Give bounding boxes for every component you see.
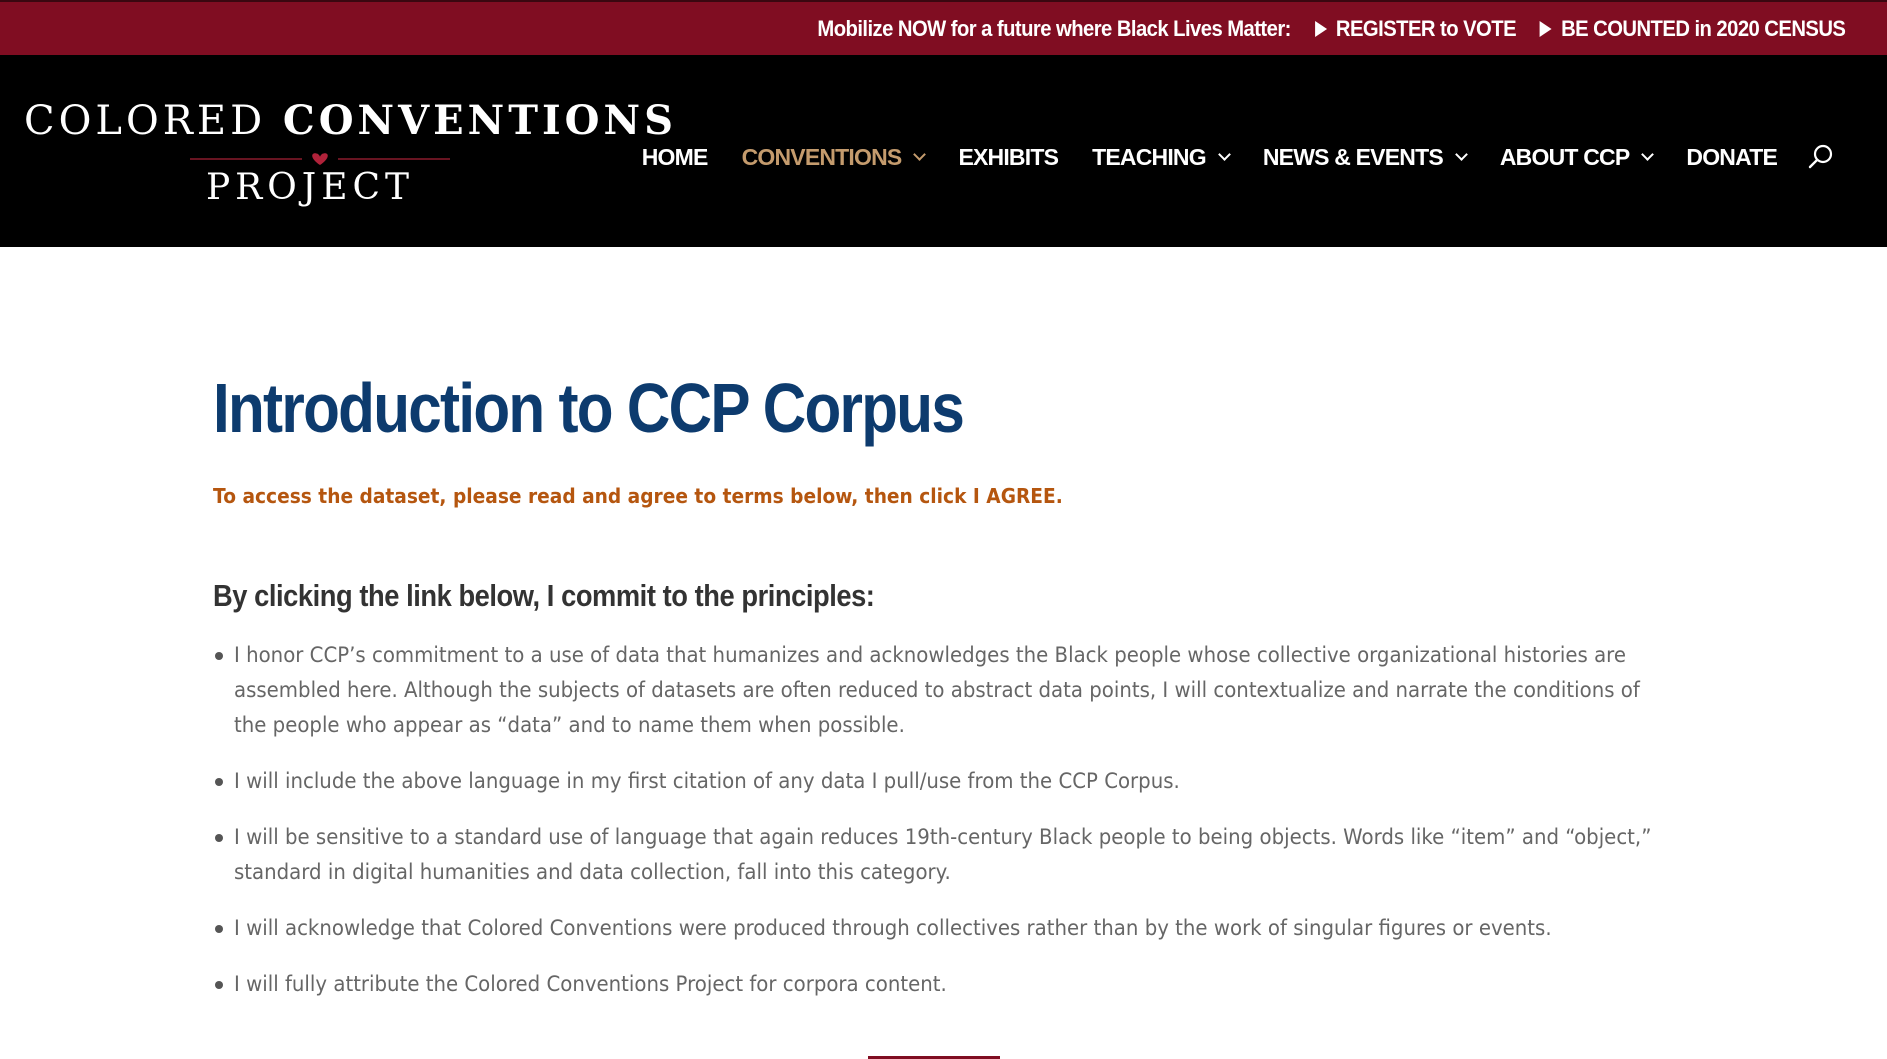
logo-divider-ornament-icon [190, 151, 450, 167]
search-button[interactable] [1807, 143, 1835, 171]
principle-text: I will acknowledge that Colored Conventions were produced through collectives rather than by the work of singular figures or events. [234, 916, 1552, 940]
nav-about-ccp[interactable] [1500, 144, 1653, 171]
nav-donate[interactable] [1686, 144, 1777, 171]
nav-exhibits[interactable] [958, 144, 1058, 171]
register-to-vote-label: REGISTER to VOTE [1335, 15, 1516, 41]
main-navigation [608, 140, 1835, 174]
logo-line-2: PROJECT [205, 167, 415, 208]
logo-word-colored: COLORED [24, 98, 267, 144]
chevron-down-icon [1218, 148, 1231, 161]
list-item [213, 638, 1653, 743]
announcement-bar [0, 0, 1887, 55]
list-item [213, 911, 1653, 946]
census-label: BE COUNTED in 2020 CENSUS [1560, 15, 1845, 41]
principle-text: I will be sensitive to a standard use of language that again reduces 19th-century Black people to being objects. Words like “item” and “object,” standard in digital humanities and data collection, fall into this category. [234, 825, 1652, 884]
principles-list [213, 638, 1653, 1023]
logo-word-conventions: CONVENTIONS [282, 97, 677, 144]
logo-line-1 [24, 97, 677, 144]
nav-conventions[interactable] [742, 144, 925, 171]
nav-news-events[interactable] [1263, 144, 1466, 171]
list-item [213, 820, 1653, 890]
register-to-vote-link[interactable] [1314, 16, 1515, 42]
play-icon [1314, 21, 1326, 37]
principle-text: I honor CCP’s commitment to a use of data that humanizes and acknowledges the Black people whose collective organizational histories are assembled here. Although the subjects of datasets are often reduced to abstract data points, I will contextualize and narrate the conditions of the people who appear as “data” and to name them when possible. [234, 643, 1640, 737]
nav-teaching[interactable] [1092, 144, 1229, 171]
principle-text: I will include the above language in my first citation of any data I pull/use from the CCP Corpus. [234, 769, 1180, 793]
nav-conventions-label: CONVENTIONS [741, 143, 902, 170]
nav-donate-label: DONATE [1686, 143, 1777, 170]
nav-teaching-label: TEACHING [1092, 143, 1206, 170]
chevron-down-icon [1455, 148, 1468, 161]
principles-heading: By clicking the link below, I commit to the principles: [213, 578, 875, 613]
access-notice: To access the dataset, please read and agree to terms below, then click I AGREE. [213, 484, 1063, 508]
announcement-message: Mobilize NOW for a future where Black Lives Matter: [817, 15, 1291, 41]
nav-home[interactable] [642, 144, 708, 171]
nav-exhibits-label: EXHIBITS [958, 143, 1059, 170]
chevron-down-icon [1642, 148, 1655, 161]
page-title: Introduction to CCP Corpus [213, 369, 964, 447]
list-item [213, 764, 1653, 799]
chevron-down-icon [914, 148, 927, 161]
list-item [213, 967, 1653, 1002]
principle-text: I will fully attribute the Colored Conventions Project for corpora content. [234, 972, 947, 996]
search-icon [1807, 143, 1835, 171]
announcement-content [817, 2, 1845, 55]
nav-home-label: HOME [641, 143, 708, 170]
nav-news-events-label: NEWS & EVENTS [1262, 143, 1443, 170]
nav-about-ccp-label: ABOUT CCP [1499, 143, 1630, 170]
play-icon [1540, 21, 1552, 37]
census-link[interactable] [1540, 16, 1845, 42]
site-header [0, 55, 1887, 247]
